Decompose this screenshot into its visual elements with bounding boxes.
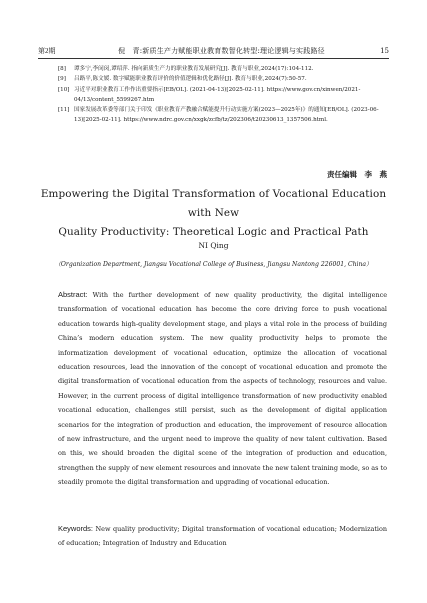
title-line-1: Empowering the Digital Transformation of Vocational Education with New <box>40 188 387 219</box>
reference-item <box>58 105 387 126</box>
responsible-editor: 责任编辑 李 燕 <box>327 170 387 179</box>
author-name: NI Qing <box>198 241 229 250</box>
keywords-label: Keywords: <box>58 524 94 533</box>
reference-text: 习近平对职业教育工作作出重要指示[EB/OL]. (2021-04-13)[2025-02-11]. https://www.gov.cn/xinwen/2021-04/13/content_5599267.htm <box>74 86 361 103</box>
english-title <box>40 185 387 242</box>
reference-item <box>58 85 387 106</box>
reference-text: 吕路平,陈文媛. 数字赋能职业教育评价的价值逻辑和优化路径[J]. 教育与职业,2024(7):50-57. <box>74 76 307 83</box>
title-line-2: Quality Productivity: Theoretical Logic and Practical Path <box>58 226 369 238</box>
reference-number: [8] <box>58 66 66 72</box>
reference-item <box>58 64 387 74</box>
issue-number: 第2期 <box>38 47 56 55</box>
reference-number: [11] <box>58 107 70 114</box>
reference-number: [10] <box>58 86 70 93</box>
keywords-paragraph <box>58 522 387 551</box>
reference-number: [9] <box>58 76 66 83</box>
page-number: 15 <box>380 47 389 55</box>
reference-text: 谭多宁,李闵闵,谭绍萍. 指向新质生产力的职业教育发展研究[J]. 教育与职业,2024(17):104-112. <box>74 66 314 72</box>
reference-item <box>58 74 387 84</box>
running-title: 倪 青:新质生产力赋能职业教育数智化转型:理论逻辑与实践路径 <box>118 47 325 55</box>
author-affiliation: （Organization Department, Jiangsu Vocational College of Business, Jiangsu Nantong 226001, China） <box>54 261 373 268</box>
abstract-paragraph <box>58 288 387 490</box>
reference-text: 国家发展改革委等部门关于印发《职业教育产教融合赋能提升行动实施方案(2023—2025年)》的通知[EB/OL]. (2023-06-13)[2025-02-11]. https://www.ndrc.gov.cn/xxgk/zcfb/tz/202306/t20230613_1357506.html. <box>74 107 379 124</box>
abstract-text: With the further development of new quality productivity, the digital intelligence transformation of vocational education has become the core driving force to push vocational education towards high-quality development stage, and plays a vital role in the process of building China’s modern education system. The new quality productivity helps to promote the informatization development of vocational education, optimize the allocation of vocational education resources, lead the innovation of the concept of vocational education and promote the digital transformation of vocational education from the aspects of technology, resources and value. However, in the current process of digital intelligence transformation of new productivity enabled vocational education, challenges still persist, such as the development of digital application scenarios for the integration of production and education, the improvement of resource allocation of new infrastructure, and the urgent need to improve the quality of new talent cultivation. Based on this, we should broaden the digital scene of the integration of production and education, strengthen the supply of new element resources and innovate the new talent training mode, so as to steadily promote the digital transformation and upgrading of vocational education. <box>58 291 388 487</box>
reference-list <box>58 64 387 126</box>
running-header <box>38 44 389 59</box>
abstract-label: Abstract: <box>58 290 88 299</box>
keywords-text: New quality productivity; Digital transformation of vocational education; Modernization of education; Integration of Industry and Education <box>58 525 388 548</box>
